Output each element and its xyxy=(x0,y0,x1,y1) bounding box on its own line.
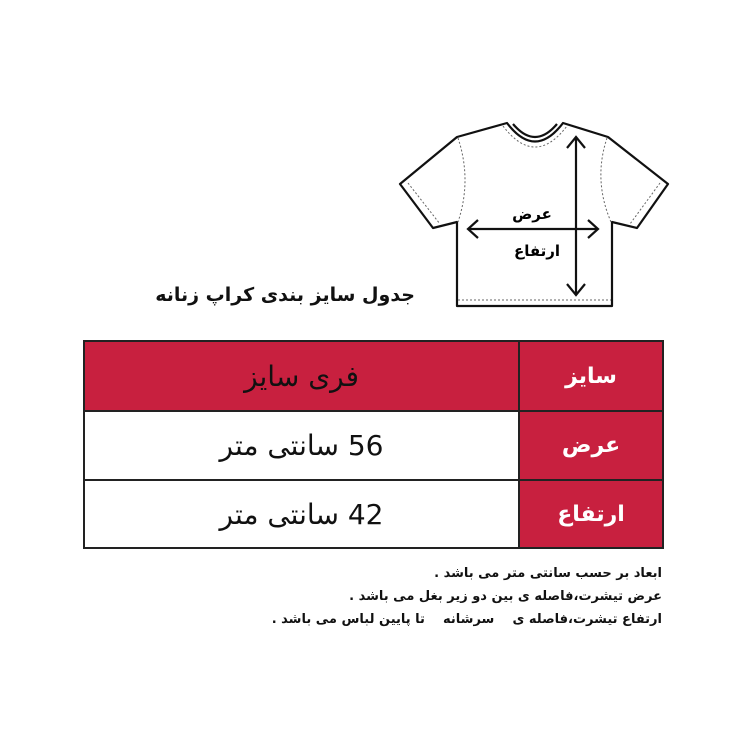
height-arrow xyxy=(567,137,585,295)
note-line: ارتفاع تیشرت،فاصله ی سرشانه تا پایین لباس می باشد . xyxy=(271,612,662,627)
height-label: ارتفاع xyxy=(513,242,561,260)
notes xyxy=(272,562,662,631)
width-row-label: عرض xyxy=(520,412,662,481)
note-line: عرض تیشرت،فاصله ی بین دو زیر بغل می باشد . xyxy=(349,589,662,604)
height-value: 42 سانتی متر xyxy=(85,481,520,547)
width-label: عرض xyxy=(512,205,552,223)
size-label: سایز xyxy=(520,342,662,412)
size-table xyxy=(83,340,664,549)
size-value: فری سایز xyxy=(85,342,520,412)
height-row-label: ارتفاع xyxy=(520,481,662,547)
width-value: 56 سانتی متر xyxy=(85,412,520,481)
note-line: ابعاد بر حسب سانتی متر می باشد . xyxy=(434,566,662,581)
page-title: جدول سایز بندی کراپ زنانه xyxy=(155,284,415,306)
tshirt-diagram xyxy=(0,0,750,330)
